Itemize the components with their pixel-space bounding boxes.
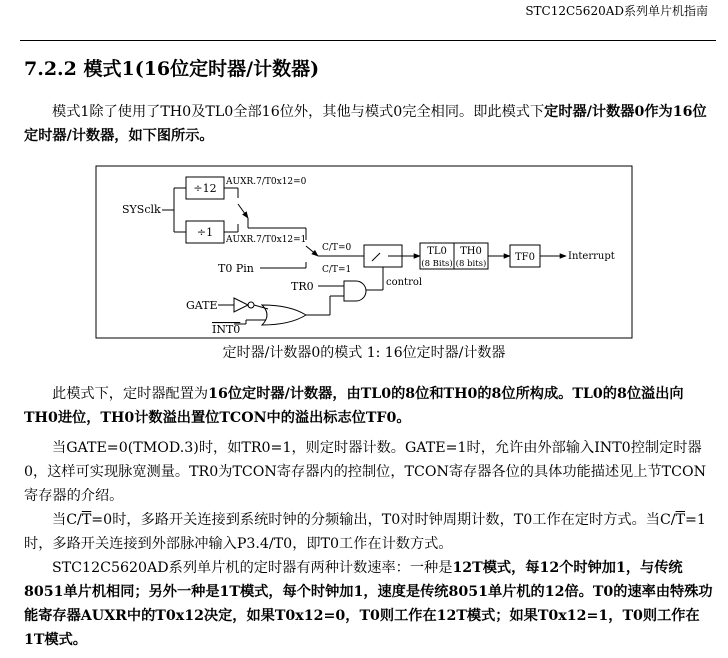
para4-b: =0时，多路开关连接到系统时钟的分频输出，T0对时钟周期计数，T0工作在定时方式。当C/ [91,512,676,528]
para5-text-1: STC12C5620AD系列单片机的定时器有两种计数速率：一种是 [52,560,453,576]
div1-label: ÷1 [196,226,214,239]
para4-a-t: $\overline{T}$ [81,512,92,528]
t0pin-label: T0 Pin [218,262,254,275]
inverter [234,298,248,312]
paragraph-ct-select [24,508,714,556]
control-label: control [386,277,423,288]
or-gate [262,305,306,325]
auxr-bottom-label: AUXR.7/T0x12=1 [226,235,307,245]
tl0-label: TL0 [427,246,447,257]
para2-text-1: 此模式下，定时器配置为 [52,386,209,402]
para4-a: 当C/ [52,512,82,528]
paragraph-gate-control [24,436,714,508]
para3-text: 当GATE=0(TMOD.3)时，如TR0=1，则定时器计数。GATE=1时，允许由外部输入INT0控制定时器0，这样可实现脉宽测量。TR0为TCON寄存器内的控制位，TCON寄存器各位的具体功能描述见上节TCON寄存器的介绍。 [24,440,707,504]
div12-label: ÷12 [193,182,217,195]
para2-text-2: 16位定时器/计数器，由TL0的8位和TH0的8位所构成。TL0的8位溢出向TH0进位，TH0计数溢出置位TCON中的溢出标志位TF0。 [24,386,684,426]
auxr-top-label: AUXR.7/T0x12=0 [226,177,307,187]
para4-c: =1时，多路开关连接到外部脉冲输入P3.4/T0，即T0工作在计数方式。 [24,512,706,552]
para5-text-2: 12T模式，每12个时钟加1，与传统8051单片机相同；另外一种是1T模式，每个时钟加1，速度是传统8051单片机的12倍。T0的速率由特殊功能寄存器AUXR中的T0x12决定，如果T0x12=0，T0则工作在12T模式；如果T0x12=1，T0则工作在1T模式。 [24,560,713,648]
tl0-bits-label: (8 Bits) [421,259,453,269]
and-gate [344,281,366,301]
paragraph-count-rate [24,556,714,652]
figure-caption: 定时器/计数器0的模式 1: 16位定时器/计数器 [222,345,506,361]
para4-b-t: $\overline{T}$ [675,512,686,528]
gate-label: GATE [186,299,218,312]
ct-one-label: C/T=1 [322,265,352,275]
th0-bits-label: (8 bits) [455,259,487,269]
th0-label: TH0 [460,246,482,257]
sysclk-label: SYSclk [122,203,161,216]
paragraph-mode1-structure [24,382,714,430]
int0-label: INT0 [212,323,241,336]
intro-text-1: 模式1除了使用了TH0及TL0全部16位外，其他与模式0完全相同。即此模式下 [52,104,545,120]
intro-text-2: 定时器/计数器0作为16位定时器/计数器，如下图所示。 [24,104,707,144]
running-header: STC12C5620AD系列单片机指南 [525,4,708,18]
section-title: 7.2.2 模式1(16位定时器/计数器) [24,58,320,80]
interrupt-label: Interrupt [568,251,615,262]
tr0-label: TR0 [291,280,314,293]
tf0-label: TF0 [515,252,535,263]
ct-zero-label: C/T=0 [322,243,352,253]
